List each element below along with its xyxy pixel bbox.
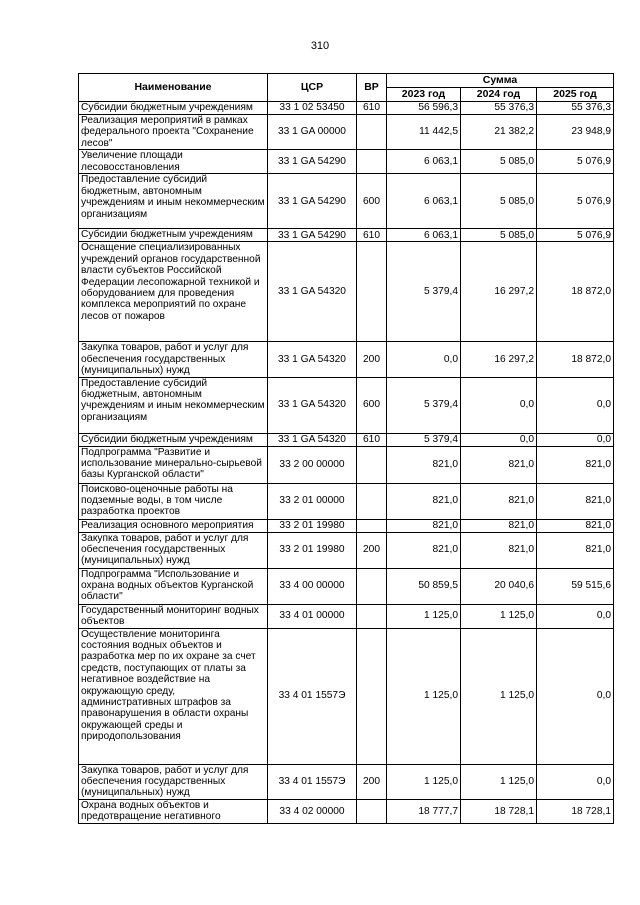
- row-sum-2023: 821,0: [387, 446, 461, 483]
- row-vr: [357, 242, 387, 342]
- budget-table: [78, 73, 614, 824]
- row-csr: 33 1 GA 54320: [268, 242, 357, 342]
- table-row: [79, 242, 614, 342]
- row-vr: [357, 150, 387, 174]
- row-name: Государственный мониторинг водных объектов: [79, 604, 268, 628]
- row-sum-2023: 6 063,1: [387, 229, 461, 242]
- row-sum-2023: 0,0: [387, 342, 461, 377]
- row-sum-2025: 821,0: [537, 519, 614, 532]
- table-row: [79, 229, 614, 242]
- row-name: Оснащение специализированных учреждений органов государственной власти субъектов Российской Федерации лесопожарной техникой и оборудованием для проведения комплекса мероприятий по охране лесов от пожаров: [79, 242, 268, 342]
- row-sum-2023: 1 125,0: [387, 604, 461, 628]
- row-name: Реализация основного мероприятия: [79, 519, 268, 532]
- row-csr: 33 2 01 00000: [268, 483, 357, 519]
- row-csr: 33 1 GA 54320: [268, 342, 357, 377]
- row-sum-2023: 50 859,5: [387, 568, 461, 604]
- table-row: [79, 519, 614, 532]
- row-name: Охрана водных объектов и предотвращение негативного: [79, 799, 268, 823]
- row-sum-2023: 821,0: [387, 483, 461, 519]
- table-row: [79, 568, 614, 604]
- row-sum-2023: 18 777,7: [387, 799, 461, 823]
- table-row: [79, 446, 614, 483]
- header-name: Наименование: [79, 74, 268, 102]
- row-sum-2023: 821,0: [387, 532, 461, 568]
- row-sum-2023: 6 063,1: [387, 174, 461, 229]
- row-sum-2023: 1 125,0: [387, 628, 461, 764]
- row-sum-2025: 18 728,1: [537, 799, 614, 823]
- row-csr: 33 4 02 00000: [268, 799, 357, 823]
- row-sum-2025: 18 872,0: [537, 342, 614, 377]
- row-name: Субсидии бюджетным учреждениям: [79, 433, 268, 446]
- header-year-2023: 2023 год: [387, 88, 461, 102]
- row-sum-2023: 5 379,4: [387, 377, 461, 433]
- table-row: [79, 628, 614, 764]
- row-vr: [357, 115, 387, 150]
- row-csr: 33 1 GA 54320: [268, 433, 357, 446]
- row-csr: 33 4 01 1557Э: [268, 764, 357, 799]
- row-name: Субсидии бюджетным учреждениям: [79, 229, 268, 242]
- header-year-2024: 2024 год: [461, 88, 537, 102]
- row-csr: 33 2 01 19980: [268, 519, 357, 532]
- row-sum-2023: 6 063,1: [387, 150, 461, 174]
- row-csr: 33 1 GA 54290: [268, 229, 357, 242]
- row-sum-2024: 16 297,2: [461, 242, 537, 342]
- row-sum-2024: 821,0: [461, 483, 537, 519]
- row-sum-2025: 0,0: [537, 764, 614, 799]
- row-vr: [357, 483, 387, 519]
- table-row: [79, 115, 614, 150]
- row-csr: 33 1 GA 54290: [268, 150, 357, 174]
- row-csr: 33 4 01 1557Э: [268, 628, 357, 764]
- row-vr: 200: [357, 342, 387, 377]
- row-sum-2025: 0,0: [537, 377, 614, 433]
- row-sum-2025: 821,0: [537, 483, 614, 519]
- header-year-2025: 2025 год: [537, 88, 614, 102]
- row-name: Закупка товаров, работ и услуг для обеспечения государственных (муниципальных) нужд: [79, 342, 268, 377]
- row-name: Реализация мероприятий в рамках федерального проекта "Сохранение лесов": [79, 115, 268, 150]
- row-vr: [357, 568, 387, 604]
- table-row: [79, 433, 614, 446]
- row-vr: [357, 604, 387, 628]
- row-sum-2024: 821,0: [461, 446, 537, 483]
- table-row: [79, 604, 614, 628]
- table-row: [79, 483, 614, 519]
- row-csr: 33 1 GA 54320: [268, 377, 357, 433]
- table-row: [79, 150, 614, 174]
- row-name: Предоставление субсидий бюджетным, автономным учреждениям и иным некоммерческим организациям: [79, 377, 268, 433]
- row-sum-2024: 0,0: [461, 433, 537, 446]
- row-sum-2025: 5 076,9: [537, 150, 614, 174]
- row-vr: [357, 799, 387, 823]
- row-vr: [357, 628, 387, 764]
- row-sum-2024: 16 297,2: [461, 342, 537, 377]
- row-name: Предоставление субсидий бюджетным, автономным учреждениям и иным некоммерческим организациям: [79, 174, 268, 229]
- table-row: [79, 764, 614, 799]
- row-name: Подпрограмма "Развитие и использование минерально-сырьевой базы Курганской области": [79, 446, 268, 483]
- table-row: [79, 377, 614, 433]
- row-name: Увеличение площади лесовосстановления: [79, 150, 268, 174]
- table-row: [79, 102, 614, 115]
- page-number: 310: [310, 40, 330, 52]
- row-vr: 610: [357, 229, 387, 242]
- row-vr: 200: [357, 532, 387, 568]
- table-row: [79, 174, 614, 229]
- row-sum-2024: 5 085,0: [461, 229, 537, 242]
- row-sum-2025: 5 076,9: [537, 229, 614, 242]
- row-vr: 200: [357, 764, 387, 799]
- row-csr: 33 2 01 19980: [268, 532, 357, 568]
- row-sum-2025: 821,0: [537, 446, 614, 483]
- table-body: [79, 102, 614, 824]
- row-sum-2024: 21 382,2: [461, 115, 537, 150]
- row-sum-2023: 1 125,0: [387, 764, 461, 799]
- row-csr: 33 4 01 00000: [268, 604, 357, 628]
- row-sum-2023: 821,0: [387, 519, 461, 532]
- row-sum-2024: 1 125,0: [461, 764, 537, 799]
- row-sum-2025: 55 376,3: [537, 102, 614, 115]
- row-sum-2023: 5 379,4: [387, 242, 461, 342]
- row-sum-2023: 56 596,3: [387, 102, 461, 115]
- row-name: Подпрограмма "Использование и охрана водных объектов Курганской области": [79, 568, 268, 604]
- header-sum: Сумма: [387, 74, 614, 88]
- header-csr: ЦСР: [268, 74, 357, 102]
- row-name: Субсидии бюджетным учреждениям: [79, 102, 268, 115]
- row-sum-2025: 18 872,0: [537, 242, 614, 342]
- row-sum-2024: 18 728,1: [461, 799, 537, 823]
- row-name: Закупка товаров, работ и услуг для обеспечения государственных (муниципальных) нужд: [79, 532, 268, 568]
- row-sum-2025: 0,0: [537, 628, 614, 764]
- row-sum-2023: 11 442,5: [387, 115, 461, 150]
- row-sum-2025: 5 076,9: [537, 174, 614, 229]
- row-sum-2024: 1 125,0: [461, 628, 537, 764]
- row-sum-2025: 821,0: [537, 532, 614, 568]
- row-csr: 33 1 02 53450: [268, 102, 357, 115]
- row-sum-2024: 5 085,0: [461, 150, 537, 174]
- row-sum-2024: 0,0: [461, 377, 537, 433]
- row-sum-2025: 23 948,9: [537, 115, 614, 150]
- row-name: Закупка товаров, работ и услуг для обеспечения государственных (муниципальных) нужд: [79, 764, 268, 799]
- row-vr: 600: [357, 377, 387, 433]
- row-name: Поисково-оценочные работы на подземные воды, в том числе разработка проектов: [79, 483, 268, 519]
- table-row: [79, 799, 614, 823]
- row-vr: [357, 519, 387, 532]
- table-row: [79, 532, 614, 568]
- row-sum-2024: 821,0: [461, 519, 537, 532]
- row-sum-2024: 5 085,0: [461, 174, 537, 229]
- row-sum-2025: 0,0: [537, 433, 614, 446]
- row-vr: 610: [357, 102, 387, 115]
- row-sum-2025: 59 515,6: [537, 568, 614, 604]
- row-sum-2025: 0,0: [537, 604, 614, 628]
- row-vr: 610: [357, 433, 387, 446]
- row-csr: 33 1 GA 00000: [268, 115, 357, 150]
- row-sum-2024: 20 040,6: [461, 568, 537, 604]
- row-csr: 33 2 00 00000: [268, 446, 357, 483]
- row-sum-2023: 5 379,4: [387, 433, 461, 446]
- row-sum-2024: 55 376,3: [461, 102, 537, 115]
- row-sum-2024: 821,0: [461, 532, 537, 568]
- row-name: Осуществление мониторинга состояния водных объектов и разработка мер по их охране за счет средств, поступающих от платы за негативное воздействие на окружающую среду, административных штрафов за правонарушения в области охраны окружающей среды и природопользования: [79, 628, 268, 764]
- row-csr: 33 4 00 00000: [268, 568, 357, 604]
- row-sum-2024: 1 125,0: [461, 604, 537, 628]
- row-vr: 600: [357, 174, 387, 229]
- table-row: [79, 342, 614, 377]
- header-vr: ВР: [357, 74, 387, 102]
- row-vr: [357, 446, 387, 483]
- row-csr: 33 1 GA 54290: [268, 174, 357, 229]
